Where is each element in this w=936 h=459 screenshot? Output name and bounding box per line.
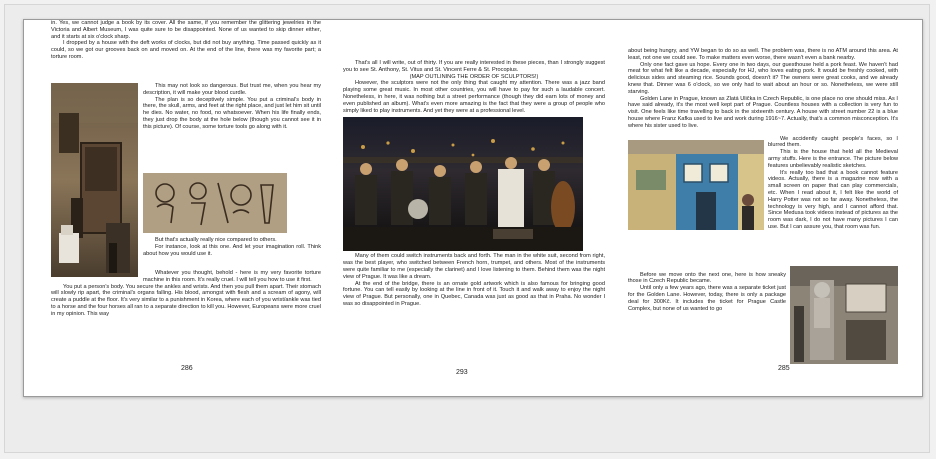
paragraph: At the end of the bridge, there is an ornate gold artwork which is also famous for bringing good fortune. You can tell easily by looking at the line in front of it. Touch it and walk away to enjoy the night view of Prague. But personally, one in Quebec, Canada was just as good as that in Praha. No wonder I was so disappointed in Prague.: [343, 280, 605, 307]
page-right: [628, 20, 898, 396]
paragraph: Until only a few years ago, there was a separate ticket just for the Golden Lane. However, today, there is only a package deal for 300Kč. It includes the ticket for Prague Castle Complex, but none of us wanted to go: [628, 285, 786, 312]
paragraph: about being hungry, and YW began to do so as well. The problem was, there is no ATM around this area. At least, not one we could see. To make matters even worse, there wasn't even a bank nearby.: [628, 48, 898, 61]
armor-room-photo-icon: [790, 266, 898, 364]
paragraph: Golden Lane in Prague, known as Zlatá Ulička in Czech Republic, is one place no one should miss. As I have said already, it's the most well kept part of Prague. Countless houses with a collection is very fun to visit. One feels like time travelling to back in the sixteenth century. A house with street number 22 is a blue house where Franz Kafka used to live and work during 1916~7. Actually, that's a common misconception. It's where his sister used to live.: [628, 95, 898, 129]
paragraph: This may not look so dangerous. But trust me, when you hear my description, it will make your blood curdle.: [143, 83, 321, 96]
paragraph: It's really too bad that a book cannot feature videos. Actually, there is a magazine now with a small screen on paper that can play commercials, etc. When I read about it, I felt like the world of Harry Potter was not so far away. Nonetheless, the technology is very high, and I cannot afford that. Since Medusa took videos instead of pictures as the room was dark, I do not have many pictures I can use. But I can assure you, that room was fun.: [768, 169, 898, 230]
book-spread: [23, 19, 923, 397]
paragraph: The plan is so deceptively simple. You put a criminal's body in there, the skull, arms, and feet at the right place, and just let him sit until he dies. No water, no food, no whatsoever. When his life finally ends, they just drop the body at the hole below (though you cannot see it in this picture). Of course, some torture tools go along with it.: [143, 96, 321, 130]
jazz-band-photo-icon: [343, 117, 583, 251]
paragraph: However, the sculptors were not the only thing that caught my attention. There was a jazz band playing some great music. In most other countries, you will have to pay for such a laudable concert. Nonetheless, in here, it was nothing but a street performance (though they did earn lots of money and even published an album). What's even more amazing is the fact that they were a group of people who simply liked to play instruments. And yet they were at a professional level.: [343, 80, 605, 114]
paragraph: You put a person's body. You secure the ankles and wrists. And then you pull them apart. Their stomach will slowly rip apart, the criminal's organs falling. His blood, amongst with flesh and a scream of agony, will create a puddle at the floor. It's very similar to a punishment in Korea, where each of you wrist/ankle was tied to a horse and the four horses all ran to a separate direction to kill you. However, Europeans were more cruel in my opinion. This way: [51, 283, 321, 317]
map-note: (MAP OUTLINING THE ORDER OF SCULPTORS!): [409, 73, 539, 80]
paragraph: We accidently caught people's faces, so I blurred them.: [768, 135, 898, 149]
paragraph: in. Yes, we cannot judge a book by its cover. All the same, if you remember the glittering jewelries in the Victoria and Albert Museum, I was quite sure to be disappointed. None of us wanted to skip dinner either, and it starts at six o'clock sharp.: [51, 20, 321, 40]
torture-chair-photo-icon: [51, 83, 138, 277]
page-middle: [343, 20, 605, 396]
book-spread-frame: [4, 4, 930, 453]
torture-tools-photo-icon: [143, 173, 287, 233]
paragraph: Before we move onto the next one, here is how sneaky those in Czech Republic became.: [628, 271, 786, 285]
golden-lane-house-photo-icon: [628, 140, 764, 230]
paragraph: That's all I will write, out of thirty. If you are really interested in these pieces, than I strongly suggest you to see St. Anthony, St. Vitus and St. Vincent Ferre & St. Procopius.: [343, 60, 605, 73]
page-number: 286: [181, 365, 193, 372]
paragraph: Many of them could switch instruments back and forth. The man in the white suit, second from right, was the best player, who switched between French horn, trumpet, and others. Most of the instruments were quite familiar to me (especially the clarinet) and I love listening to them. Behind them was the night view of Prague. It was like a dream.: [343, 253, 605, 280]
paragraph: Only one fact gave us hope. Every one in two days, our guesthouse held a pork feast. We haven't had meat for what felt like a decade, especially for HJ, who loves eating pork. It would be freshly cooked, with delicious sides and steaming rice. Sounds good, doesn't it? The owners were great cooks, and we already knew that. Dinner was 6 o'clock, so we only had to wait about an hour or so. Nonetheless, we were still starving.: [628, 61, 898, 95]
page-number: 285: [778, 365, 790, 372]
paragraph: This is the house that held all the Medieval army stuffs. Here is the entrance. The picture below features unbelievably realistic sketches.: [768, 149, 898, 169]
page-left: [51, 20, 321, 396]
paragraph: For instance, look at this one. And let your imagination roll. Think about how you would use it.: [143, 243, 321, 257]
paragraph: I dropped by a house with the deft works of clocks, but did not buy anything. Time passed quickly as it could, so we got our grooves back on and moved on. At the end of the line, there was my favorite part; a torture room.: [51, 40, 321, 60]
page-number: 293: [456, 369, 468, 376]
paragraph: Whatever you thought, behold - here is my very favorite torture machine in this room. It's really cruel. I will tell you how to use it first.: [143, 270, 321, 283]
paragraph: But that's actually really nice compared to others.: [155, 237, 277, 243]
